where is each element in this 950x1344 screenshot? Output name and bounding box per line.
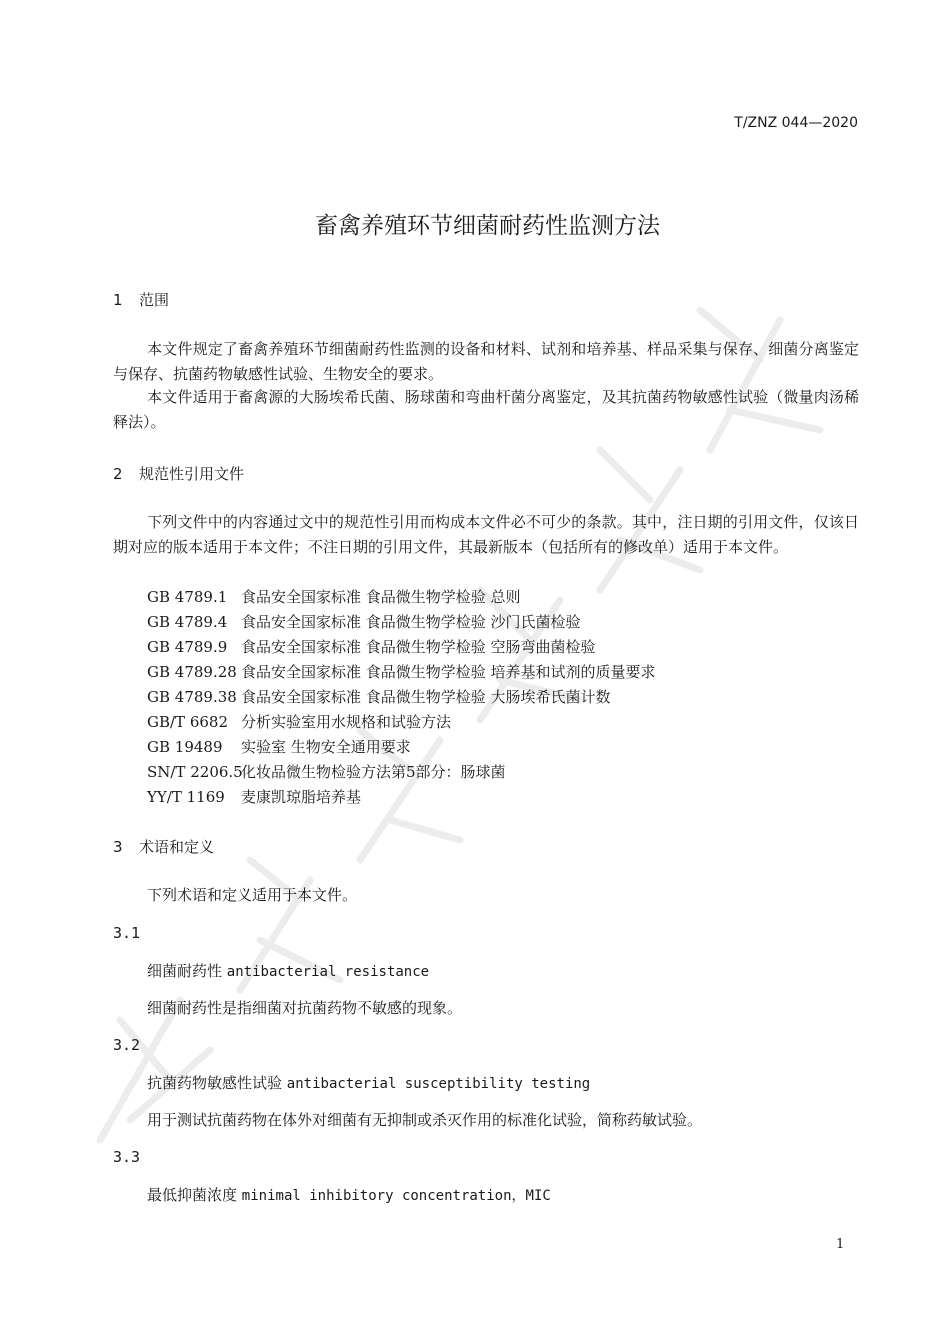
reference-item: GB 4789.9 食品安全国家标准 食品微生物学检验 空肠弯曲菌检验 bbox=[147, 638, 596, 656]
term-number: 3.1 bbox=[113, 924, 141, 942]
reference-item: GB 4789.38 食品安全国家标准 食品微生物学检验 大肠埃希氏菌计数 bbox=[147, 688, 611, 706]
term-definition: 细菌耐药性是指细菌对抗菌药物不敏感的现象。 bbox=[147, 999, 463, 1017]
reference-item: GB 4789.1 食品安全国家标准 食品微生物学检验 总则 bbox=[147, 588, 521, 606]
reference-item: GB 19489 实验室 生物安全通用要求 bbox=[147, 738, 411, 756]
reference-item: SN/T 2206.5化妆品微生物检验方法第5部分：肠球菌 bbox=[147, 763, 506, 781]
reference-item: GB/T 6682 分析实验室用水规格和试验方法 bbox=[147, 713, 452, 731]
term-definition: 用于测试抗菌药物在体外对细菌有无抑制或杀灭作用的标准化试验，简称药敏试验。 bbox=[147, 1111, 703, 1129]
scope-paragraph-2: 本文件适用于畜禽源的大肠埃希氏菌、肠球菌和弯曲杆菌分离鉴定，及其抗菌药物敏感性试验（微量肉汤稀释法）。 bbox=[113, 388, 859, 431]
section-title: 术语和定义 bbox=[139, 838, 215, 856]
section-title: 范围 bbox=[139, 291, 170, 309]
term-number: 3.3 bbox=[113, 1148, 141, 1166]
section-2-heading bbox=[113, 463, 244, 484]
reference-item: GB 4789.4 食品安全国家标准 食品微生物学检验 沙门氏菌检验 bbox=[147, 613, 581, 631]
reference-item: GB 4789.28 食品安全国家标准 食品微生物学检验 培养基和试剂的质量要求 bbox=[147, 663, 656, 681]
page-number: 1 bbox=[836, 1237, 845, 1252]
document-title: 畜禽养殖环节细菌耐药性监测方法 bbox=[315, 213, 660, 239]
term-heading: 抗菌药物敏感性试验 antibacterial susceptibility testing bbox=[147, 1074, 591, 1092]
scope-paragraph-1: 本文件规定了畜禽养殖环节细菌耐药性监测的设备和材料、试剂和培养基、样品采集与保存、细菌分离鉴定与保存、抗菌药物敏感性试验、生物安全的要求。 bbox=[113, 340, 859, 383]
section-1-heading bbox=[113, 289, 169, 310]
section-3-heading bbox=[113, 836, 214, 857]
section-number: 1 bbox=[113, 291, 123, 309]
term-heading: 最低抑菌浓度 minimal inhibitory concentration，MIC bbox=[147, 1186, 551, 1204]
reference-item: YY/T 1169 麦康凯琼脂培养基 bbox=[147, 788, 362, 806]
section-title: 规范性引用文件 bbox=[139, 465, 245, 483]
term-number: 3.2 bbox=[113, 1036, 141, 1054]
refs-intro: 下列文件中的内容通过文中的规范性引用而构成本文件必不可少的条款。其中，注日期的引用文件，仅该日期对应的版本适用于本文件；不注日期的引用文件，其最新版本（包括所有的修改单）适用于本文件。 bbox=[113, 513, 859, 556]
document-code: T/ZNZ 044—2020 bbox=[734, 115, 858, 131]
term-heading: 细菌耐药性 antibacterial resistance bbox=[147, 962, 430, 980]
section-number: 3 bbox=[113, 838, 123, 856]
section-number: 2 bbox=[113, 465, 123, 483]
terms-intro: 下列术语和定义适用于本文件。 bbox=[147, 886, 358, 904]
